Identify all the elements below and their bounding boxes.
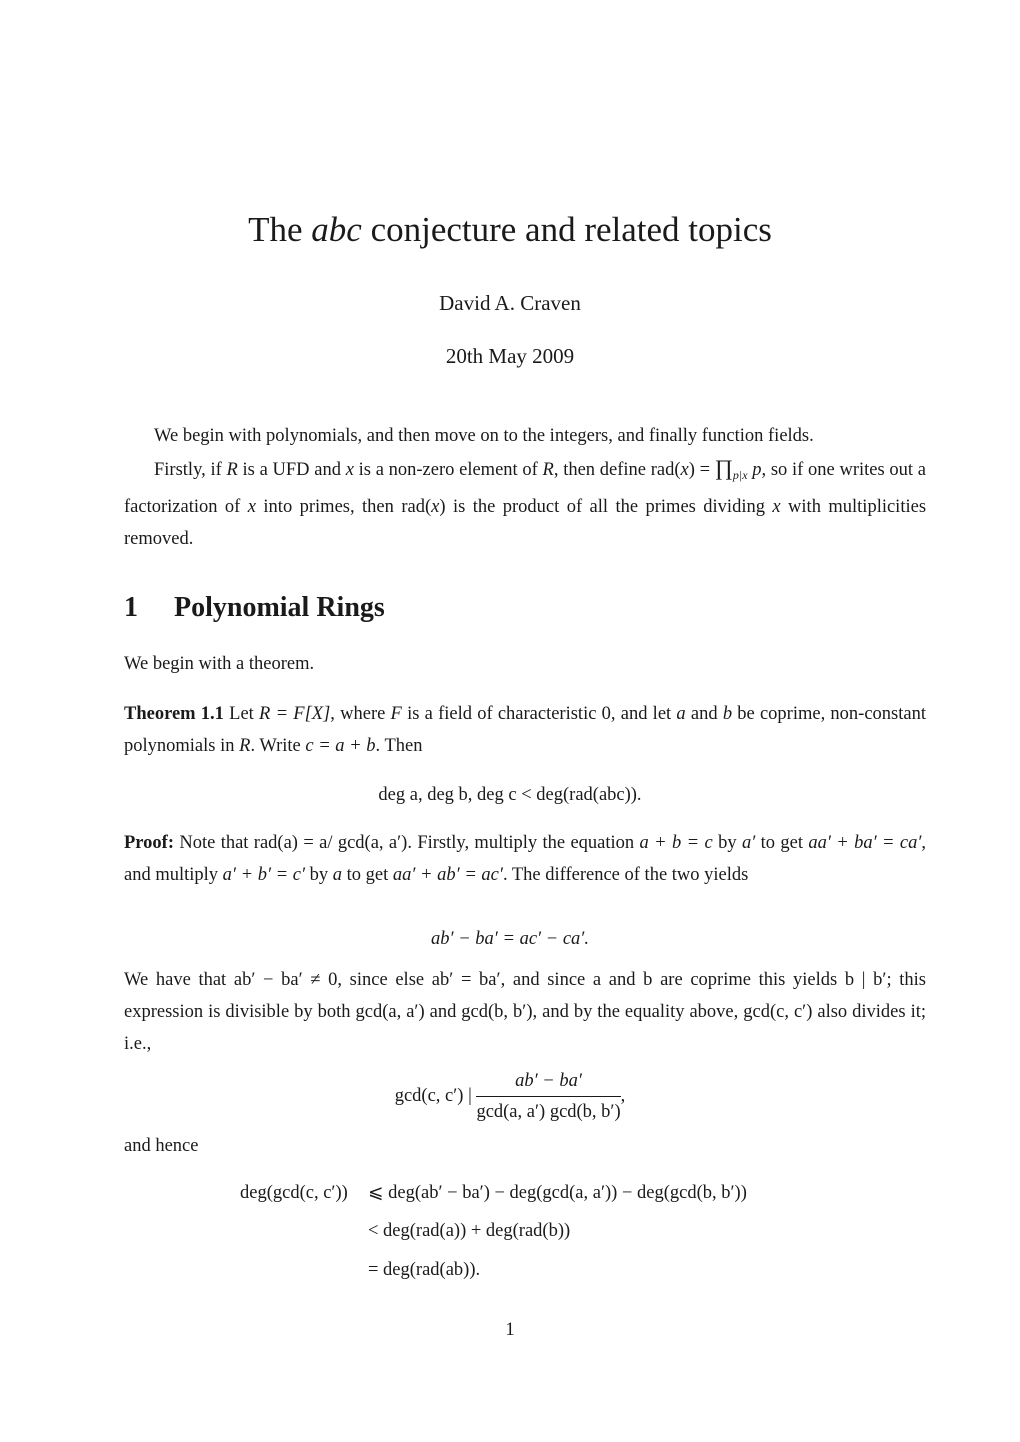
intro-sentence: We begin with a theorem. <box>124 654 315 674</box>
page-number: 1 <box>505 1320 515 1340</box>
align-row-1 <box>240 1178 747 1208</box>
abstract-rad-definition: Firstly, if R is a UFD and x is a non-zero element of R, then define $rad(x) = \prod_{p|x}$ p, so if one writes out a factorization of x into primes, then rad(x) is the product of all the primes dividing x with multiplicities removed. <box>124 455 927 549</box>
abstract <box>124 420 926 555</box>
align-rhs: ⩽ deg(ab′ − ba′) − deg(gcd(a, a′)) − deg(gcd(b, b′)) <box>368 1183 747 1203</box>
and-hence-text: and hence <box>124 1136 199 1156</box>
proof-label: Proof: <box>124 833 174 853</box>
proof-display-fraction: gcd(c, c′) | $\frac{ab' - ba'}{\gcd(a, a') \gcd(b, b')}$ , <box>0 1068 1020 1125</box>
section-heading <box>124 588 385 628</box>
theorem-label: Theorem 1.1 <box>124 704 224 724</box>
proof-paragraph-2: We have that ab′ − ba′ ≠ 0, since else ab′ = ba′, and since a and b are coprime this yields b | b′; this expression is divisible by both gcd(a, a′) and gcd(b, b′), and by the equality above, gcd(c, c′) also divides it; i.e., <box>124 970 926 1054</box>
align-row-3 <box>368 1255 480 1285</box>
proof-paragraph-1: Proof: Note that rad(a) = a/ gcd(a, a′). Firstly, multiply the equation a + b = c by a′ to get aa′ + ba′ = ca′, and multiply a′ + b′ = c′ by a to get aa′ + ab′ = ac′. The difference of the two yields <box>124 833 926 885</box>
proof-display-equation-1: ab′ − ba′ = ac′ − ca′. <box>431 929 589 949</box>
author-name: David A. Craven <box>439 291 581 315</box>
publication-date: 20th May 2009 <box>445 344 575 368</box>
fraction-numerator: ab′ − ba′ <box>476 1068 620 1097</box>
theorem-display-equation: deg a, deg b, deg c < deg(rad(abc)). <box>378 785 642 805</box>
theorem-1-1: Theorem 1.1 Let R = F[X], where F is a field of characteristic 0, and let a and b be coprime, non-constant polynomials in R. Write c = a + b. Then <box>124 704 926 756</box>
align-rhs: = deg(rad(ab)). <box>368 1260 481 1280</box>
align-rhs: < deg(rad(a)) + deg(rad(b)) <box>368 1221 571 1241</box>
section-title: Polynomial Rings <box>174 592 385 623</box>
align-row-2 <box>368 1216 570 1246</box>
fraction <box>476 1068 620 1125</box>
fraction-denominator: gcd(a, a′) gcd(b, b′) <box>476 1102 621 1122</box>
abstract-line-1: We begin with polynomials, and then move on to the integers, and finally function fields. <box>154 426 814 446</box>
section-number: 1 <box>124 592 138 623</box>
paper-title: The abc conjecture and related topics <box>248 210 772 249</box>
align-lhs: deg(gcd(c, c′)) <box>240 1183 348 1203</box>
